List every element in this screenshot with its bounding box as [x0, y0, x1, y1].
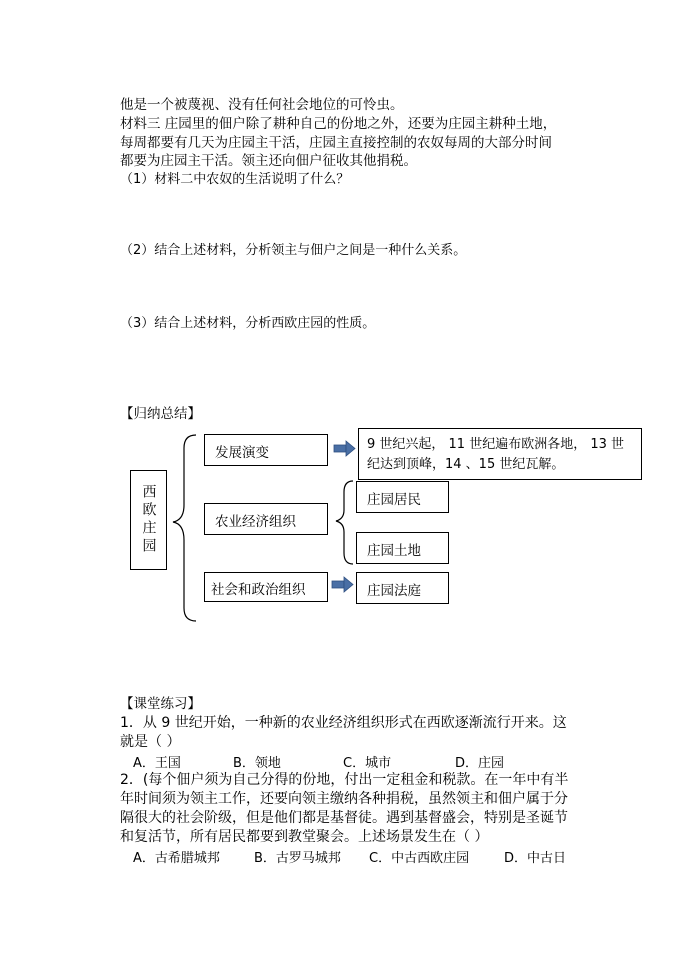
practice-q2-line: 和复活节，所有居民都要到教堂聚会。上述场景发生在（ ） [120, 829, 489, 845]
branch-society [204, 572, 328, 602]
arrow-right-icon [332, 577, 353, 592]
q1-option-d[interactable]: D．庄园 [455, 756, 505, 771]
q1-option-a[interactable]: A．王国 [133, 756, 181, 771]
question-2: （2）结合上述材料，分析领主与佃户之间是一种什么关系。 [120, 243, 467, 258]
question-3: （3）结合上述材料，分析西欧庄园的性质。 [120, 316, 376, 331]
leaf-residents [356, 481, 449, 513]
practice-q2-line: 隔很大的社会阶级，但是他们都是基督徒。遇到基督盛会，特别是圣诞节 [120, 810, 568, 826]
passage-line: 他是一个被蔑视、没有任何社会地位的可怜虫。 [120, 97, 404, 113]
practice-q2-line: 2．(每个佃户须为自己分得的份地，付出一定租金和税款。在一年中有半 [120, 772, 569, 788]
root-label: 西欧庄园 [140, 484, 157, 556]
passage-line: 材料三 庄园里的佃户除了耕种自己的份地之外，还要为庄园主耕种土地， [120, 116, 557, 132]
passage-line: 都要为庄园主干活。领主还向佃户征收其他捐税。 [120, 153, 417, 169]
q2-option-c[interactable]: C．中古西欧庄园 [369, 851, 470, 866]
root-node [130, 470, 167, 570]
branch-label: 农业经济组织 [215, 514, 296, 530]
main-brace [173, 435, 196, 621]
summary-heading: 【归纳总结】 [120, 406, 201, 422]
detail-line: 9 世纪兴起， 11 世纪遍布欧洲各地， 13 世 [367, 437, 625, 452]
q2-option-b[interactable]: B．古罗马城邦 [254, 851, 341, 866]
q1-option-b[interactable]: B．领地 [233, 756, 281, 771]
leaf-label: 庄园法庭 [367, 583, 421, 599]
leaf-court [356, 572, 449, 604]
branch-label: 发展演变 [215, 445, 269, 461]
leaf-label: 庄园土地 [367, 543, 421, 559]
q1-option-c[interactable]: C．城市 [343, 756, 392, 771]
arrow-right-icon [334, 441, 355, 456]
practice-q1-line: 就是（ ） [120, 734, 181, 750]
detail-line: 纪达到顶峰，14 、15 世纪瓦解。 [367, 457, 565, 472]
practice-q2-line: 年时间须为领主工作，还要向领主缴纳各种捐税，虽然领主和佃户属于分 [120, 791, 568, 807]
leaf-land [356, 532, 449, 564]
secondary-brace [336, 481, 353, 564]
q2-option-a[interactable]: A．古希腊城邦 [133, 851, 220, 866]
branch-development [204, 434, 328, 466]
branch-economy [204, 503, 328, 535]
practice-q1-line: 1．从 9 世纪开始，一种新的农业经济组织形式在西欧逐渐流行开来。这 [120, 715, 567, 731]
development-detail [358, 428, 642, 480]
branch-label: 社会和政治组织 [211, 582, 306, 598]
question-1: （1）材料二中农奴的生活说明了什么？ [120, 172, 350, 187]
practice-heading: 【课堂练习】 [120, 696, 201, 712]
q2-option-d[interactable]: D．中古日 [504, 851, 567, 866]
leaf-label: 庄园居民 [367, 492, 421, 508]
passage-line: 每周都要有几天为庄园主干活，庄园主直接控制的农奴每周的大部分时间 [120, 135, 552, 151]
